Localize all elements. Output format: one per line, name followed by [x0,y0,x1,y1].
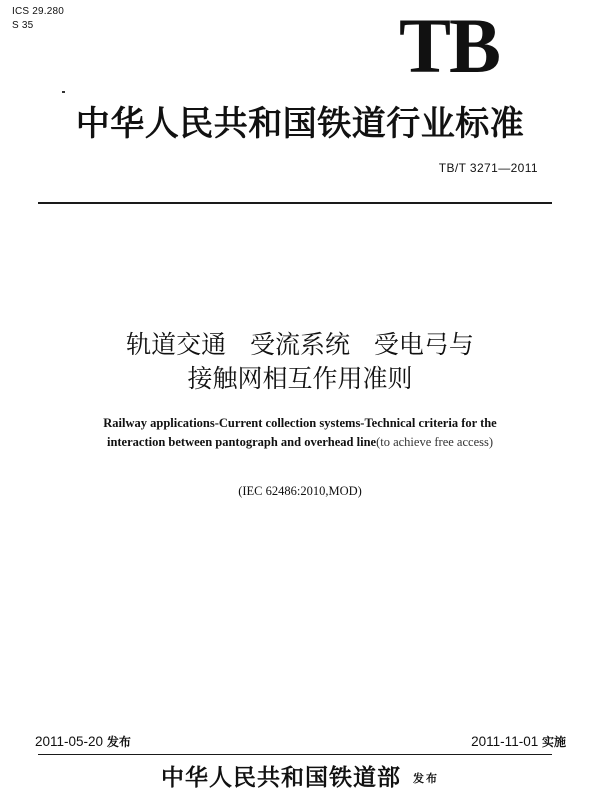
scan-mark [62,91,65,93]
english-title [40,414,560,452]
implement-label: 实施 [541,735,566,749]
classification-codes [12,5,64,33]
issuer-block [0,763,600,793]
implement-date-block [471,733,566,751]
issuer-action: 发布 [413,772,439,785]
standard-number: TB/T 3271—2011 [438,161,538,175]
chinese-title-line-1: 轨道交通 受流系统 受电弓与 [126,330,474,359]
publish-date-block [35,733,131,751]
ics-code: ICS 29.280 [12,6,65,17]
english-title-note: (to achieve free access) [376,435,494,449]
english-title-line-2: interaction between pantograph and overhead line [106,435,377,449]
chinese-title-line-2: 接触网相互作用准则 [187,364,413,393]
footer-divider [38,754,552,755]
header-divider [38,202,552,204]
tb-logo: TB [398,2,500,89]
category-code: S 35 [12,20,34,31]
issuer-name: 中华人民共和国铁道部 [161,764,401,791]
english-title-line-1: Railway applications-Current collection systems-Technical criteria for the [103,416,497,430]
publish-date: 2011-05-20 [35,734,104,749]
iec-equivalence: (IEC 62486:2010,MOD) [238,484,362,498]
implement-date: 2011-11-01 [471,734,539,749]
publish-label: 发布 [106,735,131,749]
organization-title: 中华人民共和国铁道行业标准 [75,104,525,144]
